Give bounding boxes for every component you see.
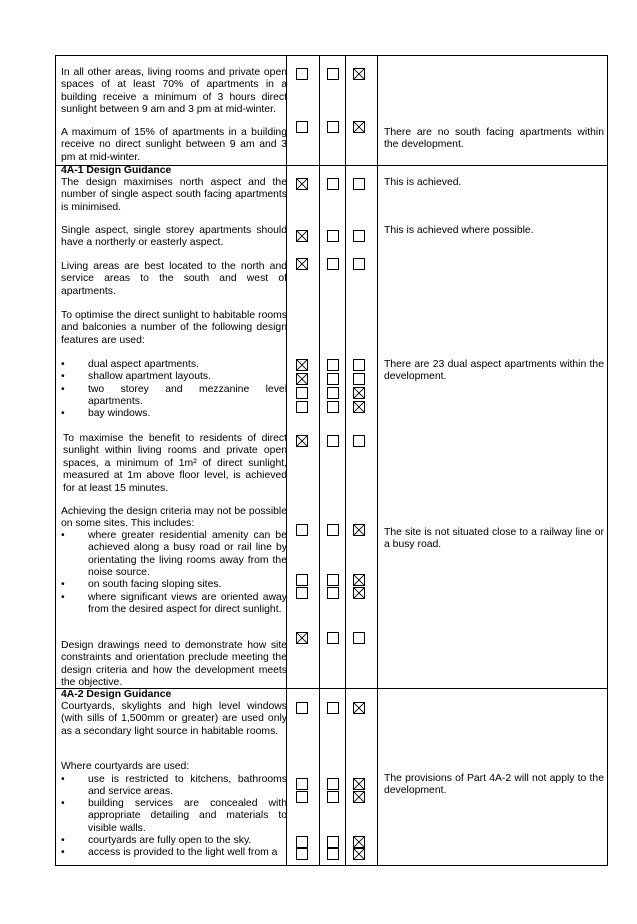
bullet: • bbox=[61, 384, 65, 395]
checkbox[interactable] bbox=[327, 791, 339, 803]
checkbox-checked[interactable] bbox=[353, 574, 365, 586]
list-item-text: use is restricted to kitchens, bathrooms and service areas. bbox=[88, 774, 287, 798]
checkbox-checked[interactable] bbox=[296, 632, 308, 644]
checkbox-checked[interactable] bbox=[353, 68, 365, 80]
checkbox[interactable] bbox=[296, 791, 308, 803]
list-item-text: on south facing sloping sites. bbox=[88, 579, 222, 590]
list-item-text: building services are concealed with appropriate detailing and materials to visible walls. bbox=[88, 798, 287, 834]
bullet: • bbox=[61, 774, 65, 785]
checkbox-checked[interactable] bbox=[353, 587, 365, 599]
list-item-text: dual aspect apartments. bbox=[88, 359, 199, 370]
comment-text: This is achieved where possible. bbox=[384, 225, 534, 236]
checkbox[interactable] bbox=[296, 387, 308, 399]
checkbox[interactable] bbox=[327, 68, 339, 80]
checkbox[interactable] bbox=[296, 574, 308, 586]
checkbox[interactable] bbox=[353, 258, 365, 270]
column-divider bbox=[319, 55, 320, 866]
checkbox[interactable] bbox=[296, 778, 308, 790]
bullet: • bbox=[61, 371, 65, 382]
checkbox[interactable] bbox=[327, 574, 339, 586]
checkbox-checked[interactable] bbox=[353, 524, 365, 536]
checkbox[interactable] bbox=[327, 587, 339, 599]
comment-text: The provisions of Part 4A-2 will not apply to the development. bbox=[384, 773, 604, 797]
comment-text: There are 23 dual aspect apartments within the development. bbox=[384, 359, 604, 383]
section-heading: 4A-2 Design Guidance bbox=[61, 689, 172, 700]
checkbox-checked[interactable] bbox=[353, 791, 365, 803]
table-border-bottom bbox=[55, 865, 608, 866]
checkbox-checked[interactable] bbox=[353, 848, 365, 860]
checkbox[interactable] bbox=[327, 359, 339, 371]
bullet: • bbox=[61, 530, 65, 541]
requirement-text: To optimise the direct sunlight to habitable rooms and balconies a number of the following design features are used: bbox=[61, 310, 287, 346]
bullet: • bbox=[61, 408, 65, 419]
checkbox[interactable] bbox=[353, 359, 365, 371]
checkbox[interactable] bbox=[327, 524, 339, 536]
bullet: • bbox=[61, 847, 65, 858]
list-item-text: courtyards are fully open to the sky. bbox=[88, 835, 252, 846]
list-item-text: where significant views are oriented away from the desired aspect for direct sunlight. bbox=[88, 592, 287, 616]
comment-text: There are no south facing apartments within the development. bbox=[384, 127, 604, 151]
bullet: • bbox=[61, 579, 65, 590]
checkbox[interactable] bbox=[296, 68, 308, 80]
requirement-text: Courtyards, skylights and high level windows (with sills of 1,500mm or greater) are used only as a secondary light source in habitable rooms. bbox=[61, 701, 287, 737]
checkbox[interactable] bbox=[296, 401, 308, 413]
checkbox[interactable] bbox=[296, 848, 308, 860]
checkbox-checked[interactable] bbox=[353, 387, 365, 399]
list-item-text: shallow apartment layouts. bbox=[88, 371, 212, 382]
list-item-text: where greater residential amenity can be achieved along a busy road or rail line by orientating the living rooms away from the noise source. bbox=[88, 530, 287, 579]
section-heading: 4A-1 Design Guidance bbox=[61, 165, 172, 176]
checkbox[interactable] bbox=[327, 401, 339, 413]
checkbox-checked[interactable] bbox=[353, 702, 365, 714]
requirement-text: In all other areas, living rooms and private open spaces of at least 70% of apartments in a building receive a minimum of 3 hours direct sunlight between 9 am and 3 pm at mid-winter. bbox=[61, 67, 287, 116]
checkbox[interactable] bbox=[327, 702, 339, 714]
bullet: • bbox=[61, 359, 65, 370]
requirement-text: Single aspect, single storey apartments should have a northerly or easterly aspect. bbox=[61, 225, 287, 249]
requirement-text: The design maximises north aspect and the number of single aspect south facing apartments is minimised. bbox=[61, 177, 287, 213]
checkbox[interactable] bbox=[327, 632, 339, 644]
checkbox-checked[interactable] bbox=[296, 373, 308, 385]
requirement-text: To maximise the benefit to residents of direct sunlight within living rooms and private open spaces, a minimum of 1m² of direct sunlight, measured at 1m above floor level, is achieved for at least 15 minutes. bbox=[63, 433, 287, 494]
requirement-text: Design drawings need to demonstrate how site constraints and orientation preclude meeting the design criteria and how the development meets the objective. bbox=[61, 640, 287, 689]
checkbox[interactable] bbox=[353, 178, 365, 190]
checkbox-checked[interactable] bbox=[296, 359, 308, 371]
checkbox[interactable] bbox=[327, 373, 339, 385]
checkbox-checked[interactable] bbox=[296, 178, 308, 190]
list-item-text: two storey and mezzanine level apartments. bbox=[88, 384, 287, 408]
checkbox[interactable] bbox=[296, 702, 308, 714]
checkbox[interactable] bbox=[353, 230, 365, 242]
requirement-text: Where courtyards are used: bbox=[61, 761, 190, 772]
checkbox-checked[interactable] bbox=[296, 230, 308, 242]
checkbox[interactable] bbox=[327, 121, 339, 133]
bullet: • bbox=[61, 592, 65, 603]
requirement-text: Living areas are best located to the north and service areas to the south and west of apartments. bbox=[61, 261, 287, 297]
checkbox[interactable] bbox=[296, 121, 308, 133]
checkbox[interactable] bbox=[327, 230, 339, 242]
comment-text: This is achieved. bbox=[384, 177, 462, 188]
checkbox[interactable] bbox=[327, 848, 339, 860]
checkbox-checked[interactable] bbox=[296, 258, 308, 270]
comment-text: The site is not situated close to a railway line or a busy road. bbox=[384, 527, 604, 551]
checkbox[interactable] bbox=[327, 387, 339, 399]
checkbox[interactable] bbox=[327, 258, 339, 270]
table-border-top bbox=[55, 55, 608, 56]
checkbox[interactable] bbox=[327, 836, 339, 848]
table-border-right bbox=[607, 55, 608, 866]
checkbox[interactable] bbox=[296, 524, 308, 536]
checkbox-checked[interactable] bbox=[353, 401, 365, 413]
checkbox[interactable] bbox=[353, 435, 365, 447]
checkbox[interactable] bbox=[353, 632, 365, 644]
bullet: • bbox=[61, 835, 65, 846]
list-item-text: access is provided to the light well from a bbox=[88, 847, 278, 858]
compliance-table bbox=[55, 55, 608, 866]
requirement-text: A maximum of 15% of apartments in a building receive no direct sunlight between 9 am and 3 pm at mid-winter. bbox=[61, 127, 287, 163]
bullet: • bbox=[61, 798, 65, 809]
checkbox[interactable] bbox=[327, 435, 339, 447]
checkbox-checked[interactable] bbox=[353, 836, 365, 848]
checkbox[interactable] bbox=[296, 836, 308, 848]
table-border-left bbox=[55, 55, 56, 866]
list-item-text: bay windows. bbox=[88, 408, 151, 419]
checkbox[interactable] bbox=[327, 778, 339, 790]
column-divider bbox=[377, 55, 378, 866]
checkbox-checked[interactable] bbox=[353, 778, 365, 790]
checkbox-checked[interactable] bbox=[296, 435, 308, 447]
checkbox[interactable] bbox=[296, 587, 308, 599]
checkbox[interactable] bbox=[327, 178, 339, 190]
column-divider bbox=[345, 55, 346, 866]
checkbox[interactable] bbox=[353, 373, 365, 385]
requirement-text: Achieving the design criteria may not be possible on some sites. This includes: bbox=[61, 506, 287, 530]
checkbox-checked[interactable] bbox=[353, 121, 365, 133]
